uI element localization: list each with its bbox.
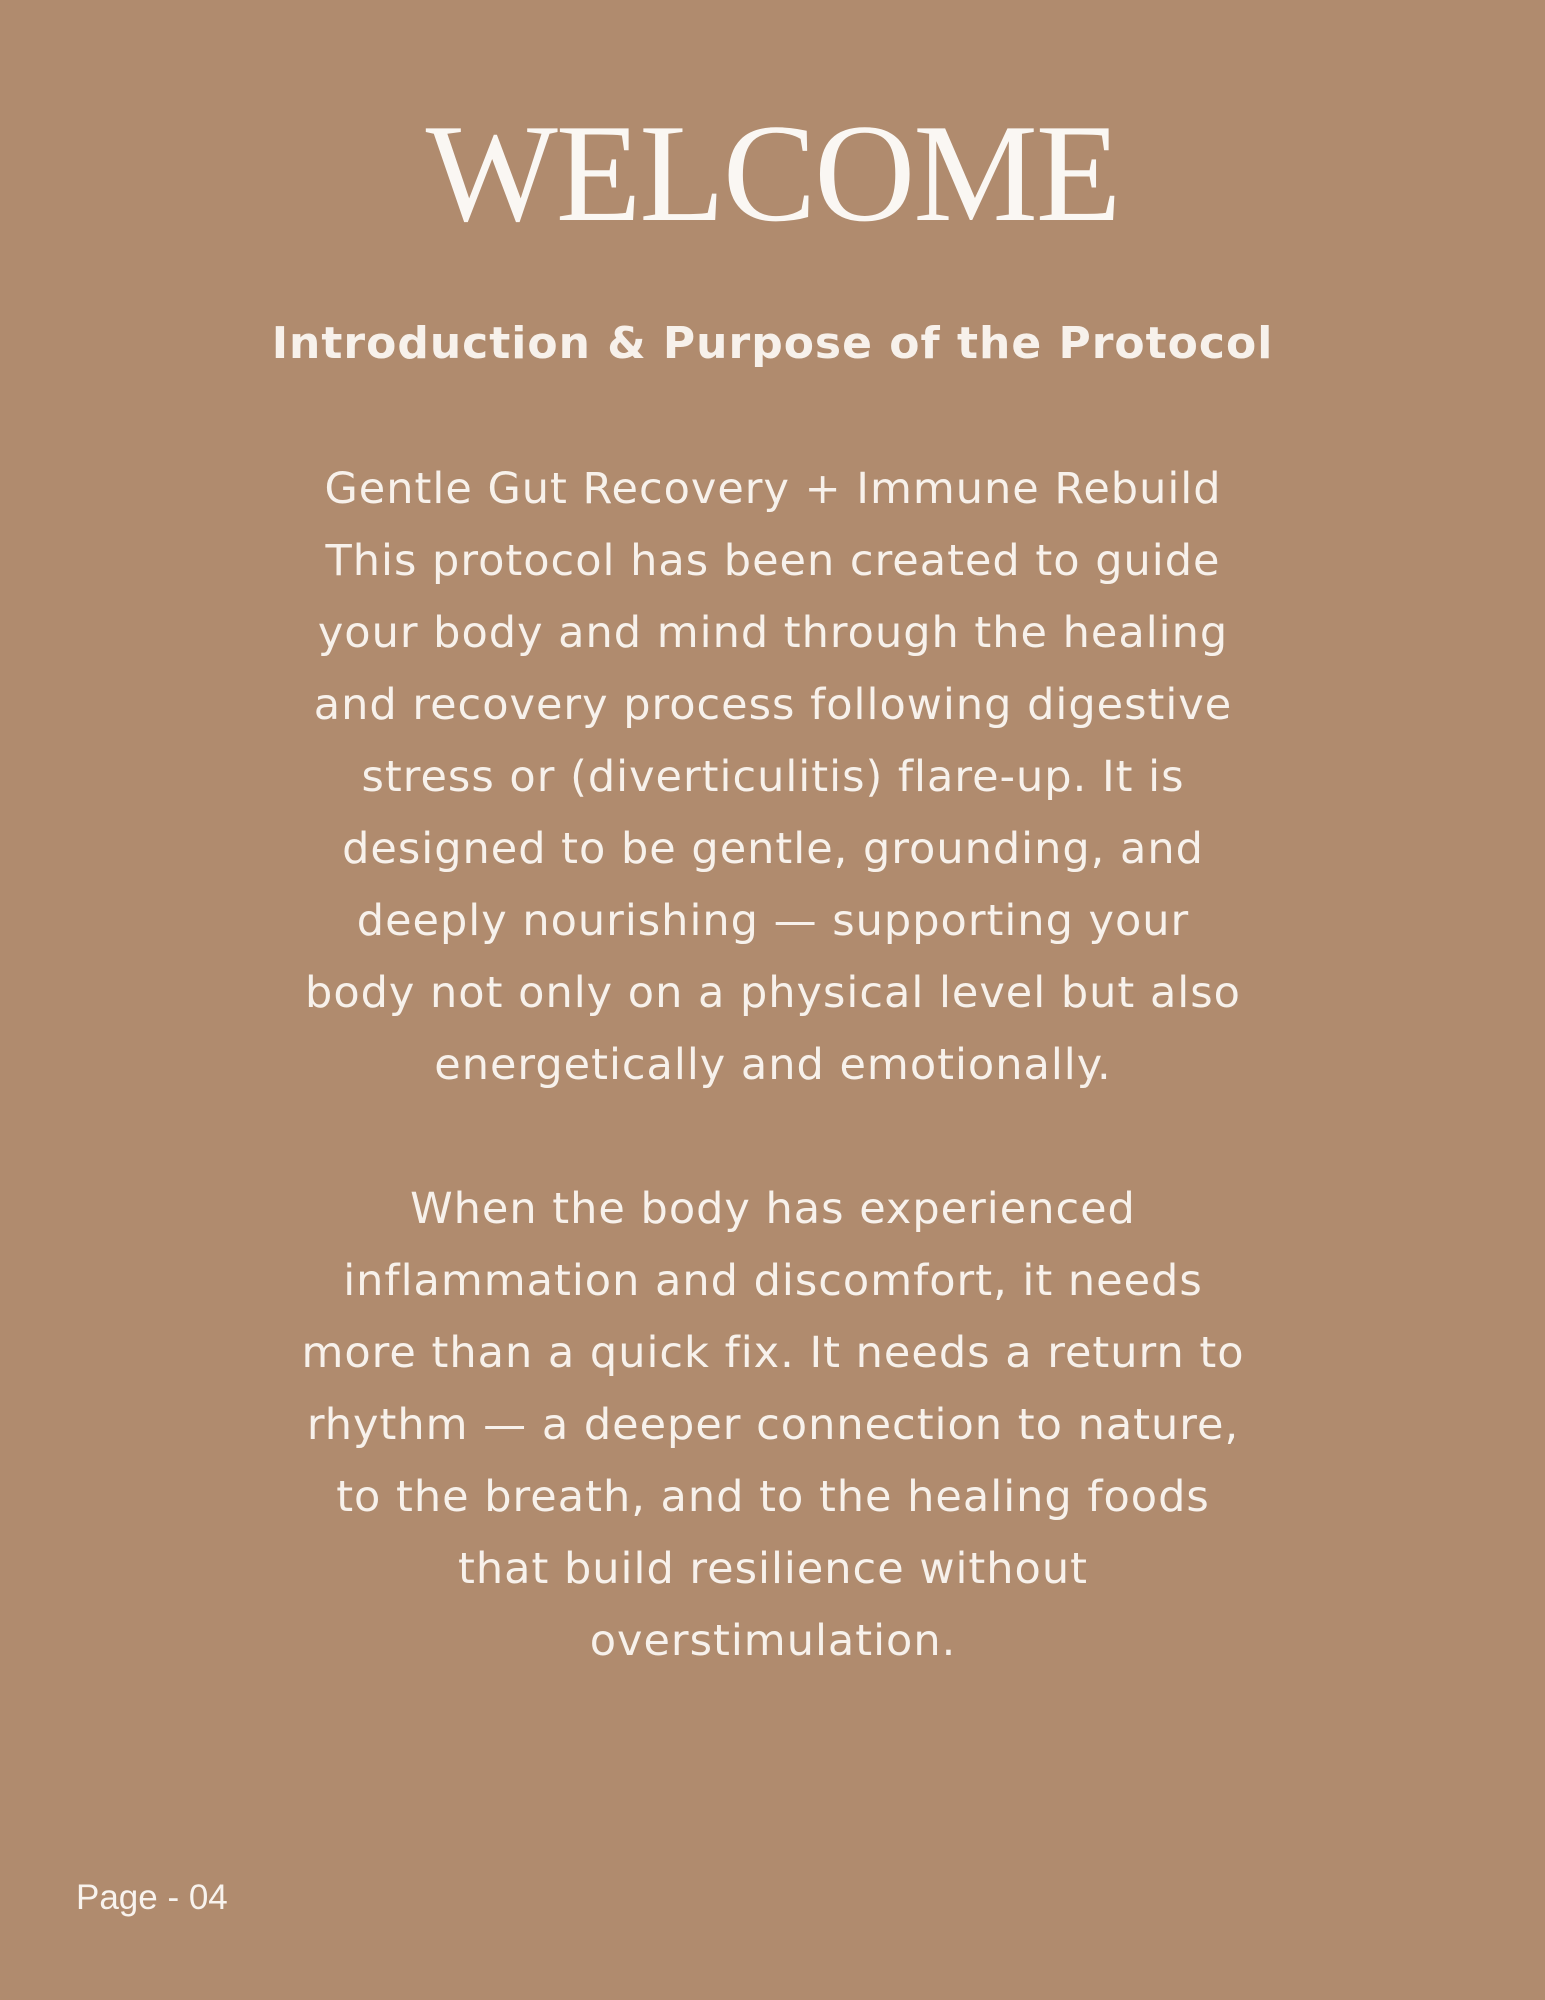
paragraph-two-line: that build resilience without: [458, 1544, 1088, 1594]
paragraph-one-line: This protocol has been created to guide: [325, 536, 1221, 586]
paragraph-two-line: rhythm — a deeper connection to nature,: [306, 1400, 1240, 1450]
paragraph-two-line: inflammation and discomfort, it needs: [343, 1256, 1203, 1306]
paragraph-two-line: more than a quick fix. It needs a return to: [301, 1328, 1245, 1378]
section-heading: Gentle Gut Recovery + Immune Rebuild: [324, 464, 1222, 514]
page-subtitle: Introduction & Purpose of the Protocol: [271, 318, 1274, 369]
paragraph-one-line: deeply nourishing — supporting your: [356, 896, 1190, 946]
paragraph-two-line: to the breath, and to the healing foods: [336, 1472, 1210, 1522]
paragraph-two-line: When the body has experienced: [410, 1184, 1136, 1234]
paragraph-one-line: energetically and emotionally.: [434, 1040, 1112, 1090]
paragraph-two-block: [298, 1173, 1248, 1677]
paragraph-one-line: designed to be gentle, grounding, and: [342, 824, 1204, 874]
paragraph-one-line: your body and mind through the healing: [317, 608, 1229, 658]
page-title: WELCOME: [425, 96, 1120, 251]
paragraph-one-line: body not only on a physical level but also: [305, 968, 1241, 1018]
paragraph-one-line: and recovery process following digestive: [313, 680, 1233, 730]
paragraph-one-line: stress or (diverticulitis) flare-up. It is: [361, 752, 1185, 802]
intro-text-block: [298, 453, 1248, 1101]
page-number: Page - 04: [76, 1878, 228, 1917]
paragraph-two-line: overstimulation.: [589, 1616, 957, 1666]
